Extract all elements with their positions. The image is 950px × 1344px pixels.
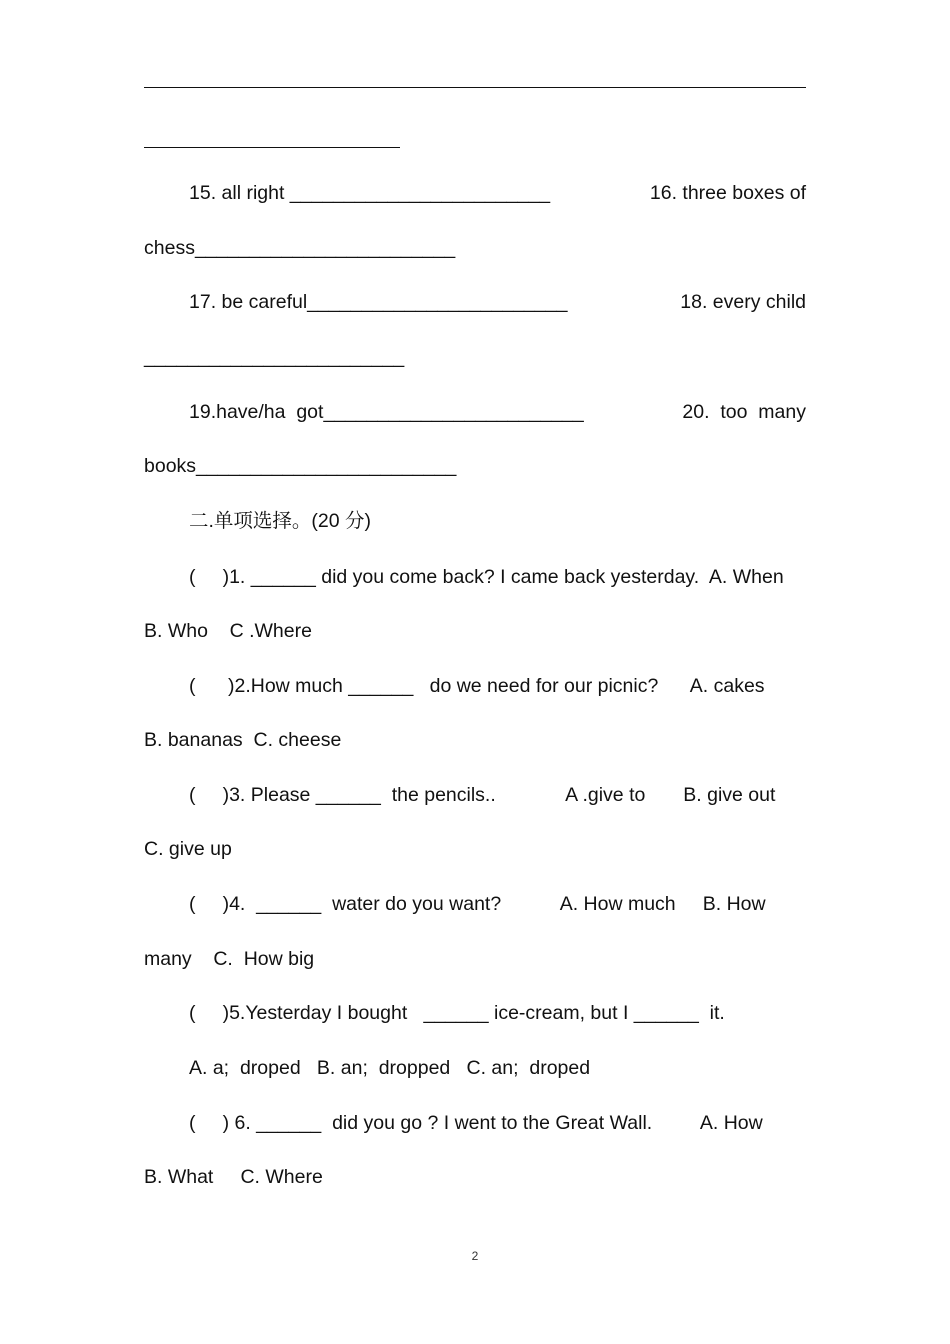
question-4: ( )4. ______ water do you want? A. How much B. How (189, 893, 766, 915)
question-5: ( )5.Yesterday I bought ______ ice-cream, but I ______ it. (189, 1002, 725, 1024)
answer-line-short (144, 147, 400, 148)
question-1: ( )1. ______ did you come back? I came back yesterday. A. When (189, 566, 784, 588)
section-heading: 二.单项选择。(20 分) (189, 510, 372, 532)
page-number: 2 (471, 1249, 479, 1263)
question-1-options: B. Who C .Where (144, 620, 312, 642)
question-4-options: many C. How big (144, 948, 315, 970)
question-2-options: B. bananas C. cheese (144, 729, 342, 751)
question-3: ( )3. Please ______ the pencils.. A .give to B. give out (189, 784, 776, 806)
item-20: 20. too many (682, 401, 806, 423)
item-19: 19.have/ha got________________________ (189, 401, 584, 423)
item-16-cont: chess________________________ (144, 237, 456, 259)
item-15: 15. all right ________________________ (189, 182, 551, 204)
question-6: ( ) 6. ______ did you go ? I went to the Great Wall. A. How (189, 1112, 763, 1134)
item-20-cont: books________________________ (144, 455, 457, 477)
item-17: 17. be careful________________________ (189, 291, 568, 313)
item-16: 16. three boxes of (649, 182, 806, 204)
answer-line (144, 87, 806, 88)
question-2: ( )2.How much ______ do we need for our picnic? A. cakes (189, 675, 765, 697)
question-3-options: C. give up (144, 838, 232, 860)
item-18: 18. every child (680, 291, 806, 313)
item-18-cont: ________________________ (144, 346, 405, 368)
question-6-options: B. What C. Where (144, 1166, 323, 1188)
question-5-options: A. a; droped B. an; dropped C. an; droped (189, 1057, 591, 1079)
